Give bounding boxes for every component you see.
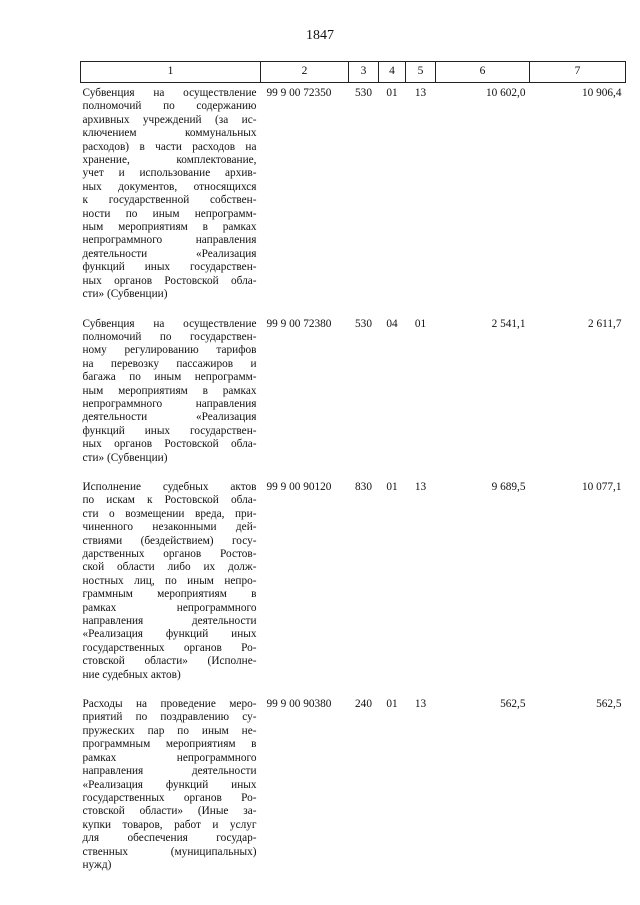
column-header-3: 3 bbox=[349, 62, 379, 83]
table-row bbox=[81, 698, 626, 888]
description-line: Субвенция на осуществление bbox=[82, 317, 257, 330]
description-line: деятельности «Реализация bbox=[82, 247, 257, 260]
row-col3: 830 bbox=[355, 480, 372, 493]
row-col3: 530 bbox=[355, 317, 372, 330]
row-col4: 01 bbox=[386, 480, 398, 493]
row-description bbox=[81, 481, 261, 698]
budget-table bbox=[80, 61, 626, 888]
description-line: Исполнение судебных актов bbox=[82, 480, 257, 493]
description-line: ской области либо их долж- bbox=[82, 561, 257, 574]
description-line: багажа по иным непрограмм- bbox=[82, 371, 257, 384]
row-amount-col7: 562,5 bbox=[596, 698, 622, 711]
description-line: непрограммного направления bbox=[82, 234, 257, 247]
description-line: полномочий по государствен- bbox=[82, 330, 257, 343]
description-line: ключением коммунальных bbox=[82, 127, 257, 140]
row-code: 99 9 00 90120 bbox=[266, 480, 332, 493]
description-line: Расходы на проведение меро- bbox=[82, 698, 257, 711]
row-col4: 04 bbox=[386, 317, 398, 330]
description-line: хранение, комплектование, bbox=[82, 154, 257, 167]
row-amount-col6: 9 689,5 bbox=[491, 480, 526, 493]
table-row bbox=[81, 481, 626, 698]
description-line: государственных органов Ро- bbox=[82, 641, 257, 654]
description-line: рамках непрограммного bbox=[82, 751, 257, 764]
description-line: рамках непрограммного bbox=[82, 601, 257, 614]
table-header bbox=[81, 62, 626, 83]
row-col3: 240 bbox=[355, 698, 372, 711]
column-header-6: 6 bbox=[436, 62, 530, 83]
row-amount-col6: 562,5 bbox=[500, 698, 526, 711]
description-line: чиненного незаконными дей- bbox=[82, 521, 257, 534]
description-line: ным мероприятиям в рамках bbox=[82, 221, 257, 234]
description-line: «Реализация функций иных bbox=[82, 628, 257, 641]
description-line: сти о возмещении вреда, при- bbox=[82, 507, 257, 520]
page-number: 1847 bbox=[306, 28, 334, 43]
description-line: ных органов Ростовской обла- bbox=[82, 274, 257, 287]
row-code: 99 9 00 90380 bbox=[266, 698, 332, 711]
description-line: стовской области» (Исполне- bbox=[82, 655, 257, 668]
table-row bbox=[81, 83, 626, 318]
row-amount-col6: 2 541,1 bbox=[491, 317, 526, 330]
description-line: архивных учреждений (за ис- bbox=[82, 113, 257, 126]
description-line: ностных лиц, по иным непро- bbox=[82, 574, 257, 587]
description-line: функций иных государствен- bbox=[82, 424, 257, 437]
column-header-5: 5 bbox=[406, 62, 436, 83]
column-header-7: 7 bbox=[530, 62, 626, 83]
description-line: по искам к Ростовской обла- bbox=[82, 494, 257, 507]
description-line: ных органов Ростовской обла- bbox=[82, 438, 257, 451]
description-line: ствиями (бездействием) госу- bbox=[82, 534, 257, 547]
row-code: 99 9 00 72350 bbox=[266, 87, 332, 99]
description-line: расходов) в части расходов на bbox=[82, 140, 257, 153]
description-line: пружеских пар по иным не- bbox=[82, 724, 257, 737]
description-line: ному регулированию тарифов bbox=[82, 344, 257, 357]
description-line: к государственной собствен- bbox=[82, 194, 257, 207]
description-line: программным мероприятиям в bbox=[82, 738, 257, 751]
row-description bbox=[81, 698, 261, 888]
table-row bbox=[81, 318, 626, 481]
row-col5: 01 bbox=[414, 317, 427, 330]
row-col3: 530 bbox=[355, 87, 372, 99]
row-description bbox=[81, 318, 261, 481]
description-line: сти» (Субвенции) bbox=[82, 288, 168, 301]
description-line: граммным мероприятиям в bbox=[82, 588, 257, 601]
row-col5: 13 bbox=[414, 480, 427, 493]
description-line: направления деятельности bbox=[82, 765, 257, 778]
description-line: ние судебных актов) bbox=[82, 668, 181, 681]
description-line: деятельности «Реализация bbox=[82, 411, 257, 424]
row-description bbox=[81, 83, 261, 318]
row-col4: 01 bbox=[386, 698, 398, 711]
row-col5: 13 bbox=[414, 87, 427, 99]
description-line: учет и использование архив- bbox=[82, 167, 257, 180]
table-body bbox=[81, 83, 626, 889]
description-line: ственных (муниципальных) bbox=[82, 845, 257, 858]
row-amount-col6: 10 602,0 bbox=[485, 87, 526, 99]
row-col4: 01 bbox=[386, 87, 398, 99]
description-line: сти» (Субвенции) bbox=[82, 451, 168, 464]
column-header-2: 2 bbox=[261, 62, 349, 83]
description-line: полномочий по содержанию bbox=[82, 100, 257, 113]
description-line: приятий по поздравлению су- bbox=[82, 711, 257, 724]
description-line: нужд) bbox=[82, 858, 112, 871]
column-header-1: 1 bbox=[81, 62, 261, 83]
description-line: ных документов, относящихся bbox=[82, 180, 257, 193]
column-header-4: 4 bbox=[379, 62, 406, 83]
description-line: ным мероприятиям в рамках bbox=[82, 384, 257, 397]
description-line: Субвенция на осуществление bbox=[82, 87, 257, 99]
description-line: для обеспечения государ- bbox=[82, 832, 257, 845]
row-code: 99 9 00 72380 bbox=[266, 317, 332, 330]
description-line: дарственных органов Ростов- bbox=[82, 548, 257, 560]
row-amount-col7: 2 611,7 bbox=[588, 317, 622, 330]
description-line: стовской области» (Иные за- bbox=[82, 805, 257, 818]
description-line: купки товаров, работ и услуг bbox=[82, 818, 257, 831]
description-line: направления деятельности bbox=[82, 615, 257, 628]
row-col5: 13 bbox=[414, 698, 427, 711]
header-row bbox=[81, 62, 626, 83]
row-amount-col7: 10 077,1 bbox=[581, 480, 622, 493]
row-amount-col7: 10 906,4 bbox=[581, 87, 622, 99]
description-line: «Реализация функций иных bbox=[82, 778, 257, 791]
description-line: государственных органов Ро- bbox=[82, 791, 257, 804]
description-line: функций иных государствен- bbox=[82, 261, 257, 274]
description-line: на перевозку пассажиров и bbox=[82, 357, 257, 370]
description-line: ности по иным непрограмм- bbox=[82, 207, 257, 220]
description-line: непрограммного направления bbox=[82, 397, 257, 410]
